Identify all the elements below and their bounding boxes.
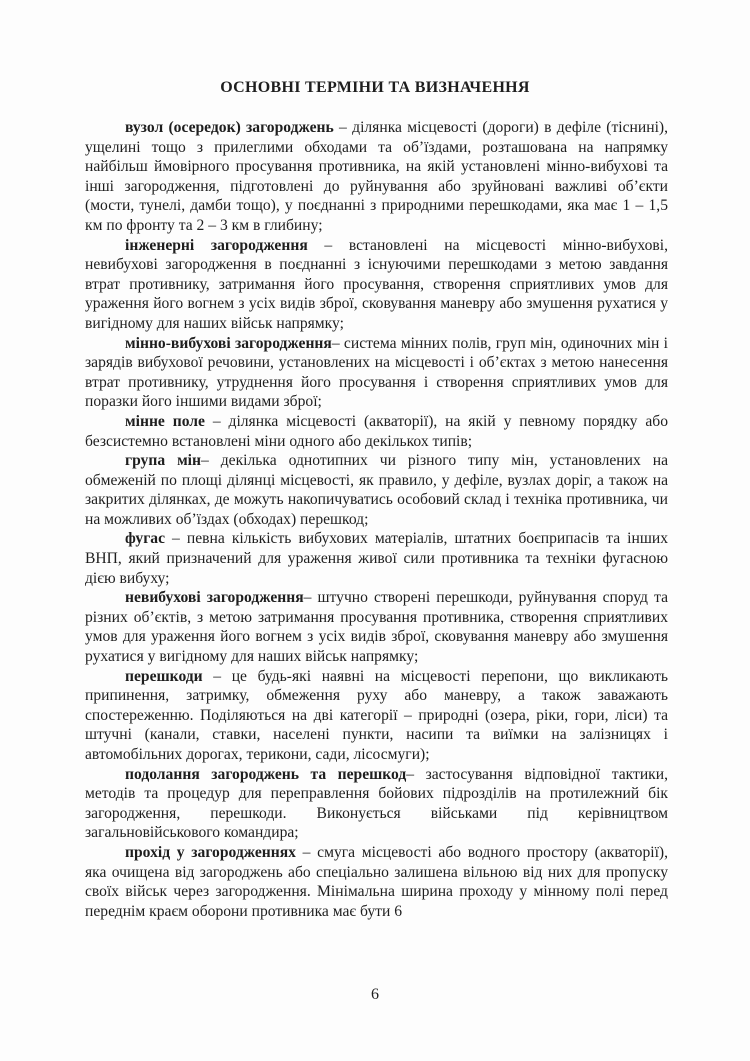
definition-entry — [85, 412, 668, 451]
term: прохід у загородженнях — [125, 843, 296, 861]
term: подолання загороджень та перешкод — [125, 765, 407, 783]
definition-entry — [85, 118, 668, 236]
definition-text: – встановлені на місцевості мінно-вибухові, невибухові загородження в поєднанні з існуючими перешкодами з метою завдання втрат противнику, затримання його просування, створення сприятливих умов для ураження його вогнем з усіх видів зброї, сковування маневру або змушення рухатися у вигідному для наших військ напрямку; — [85, 236, 668, 332]
definition-text: – застосування відповідної тактики, методів та процедур для переправлення бойових підрозділів на протилежний бік загородження, перешкоди. Виконується військами під керівництвом загальновійськового командира; — [85, 765, 668, 842]
term: мінне поле — [125, 412, 205, 430]
definitions-list — [85, 118, 668, 921]
definition-entry — [85, 529, 668, 588]
definition-text: – смуга місцевості або водного простору (акваторії), яка очищена від загороджень або спеціально залишена вільною від них для пропуску своїх військ через загородження. Мінімальна ширина проходу у мінному полі перед переднім краєм оборони противника має бути 6 — [85, 843, 669, 920]
definition-text: – ділянка місцевості (дороги) в дефіле (тіснині), ущелині тощо з прилеглими обходами та об’їздами, розташована на напрямку найбільш ймовірного просування противника, на якій установлені мінно-вибухові та інші загородження, підготовлені до руйнування або зруйновані важливі об’єкти (мости, тунелі, дамби тощо), у поєднанні з природними перешкодами, яка має 1 – 1,5 км по фронту та 2 – 3 км в глибину; — [85, 119, 668, 234]
definition-entry — [85, 451, 668, 529]
page-number: 6 — [371, 986, 379, 1003]
term: фугас — [125, 530, 165, 548]
term: мінно-вибухові загородження — [125, 334, 332, 352]
definition-text: – це будь-які наявні на місцевості перепони, що викликають припинення, затримку, обмеження руху або маневру, а також заважають спостереженню. Поділяються на дві категорії – природні (озера, ріки, гори, ліси) та штучні (канали, ставки, населені пункти, насипи та виїмки на залізницях і автомобільних дорогах, терикони, сади, лісосмуги); — [85, 667, 668, 763]
term: інженерні загородження — [125, 236, 308, 254]
definition-text: – певна кількість вибухових матеріалів, штатних боєприпасів та інших ВНП, який призначений для ураження живої сили противника та техніки фугасною дією вибуху; — [85, 530, 668, 587]
definition-text: – ділянка місцевості (акваторії), на якій у певному порядку або безсистемно встановлені міни одного або декількох типів; — [85, 412, 668, 450]
definition-entry — [85, 765, 668, 843]
definition-entry — [85, 588, 668, 666]
definition-entry — [85, 236, 668, 334]
term: вузол (осередок) загороджень — [125, 119, 334, 136]
definition-entry — [85, 667, 668, 765]
definition-text: – декілька однотипних чи різного типу мін, установлених на обмеженій по площі ділянці місцевості, як правило, у дефіле, вузлах доріг, а також на закритих ділянках, де можуть накопичуватись особовий склад і техніка противника, чи на можливих об’їздах (обходах) перешкод; — [85, 452, 669, 528]
definition-text: – система мінних полів, груп мін, одиночних мін і зарядів вибухової речовини, установлених на місцевості і об’єктах з метою нанесення втрат противнику, утруднення його просування і створення сприятливих умов для поразки його іншими видами зброї; — [85, 334, 668, 411]
definition-entry — [85, 334, 668, 412]
definition-entry — [85, 843, 668, 921]
term: перешкоди — [125, 667, 203, 685]
term: група мін — [125, 452, 202, 470]
page-heading: ОСНОВНІ ТЕРМІНИ ТА ВИЗНАЧЕННЯ — [220, 79, 530, 96]
definition-text: – штучно створені перешкоди, руйнування споруд та різних об’єктів, з метою затримання просування противника, створення сприятливих умов для ураження його вогнем з усіх видів зброї, сковування маневру або змушення рухатися у вигідному для наших військ напрямку; — [85, 589, 668, 666]
term: невибухові загородження — [125, 589, 304, 607]
